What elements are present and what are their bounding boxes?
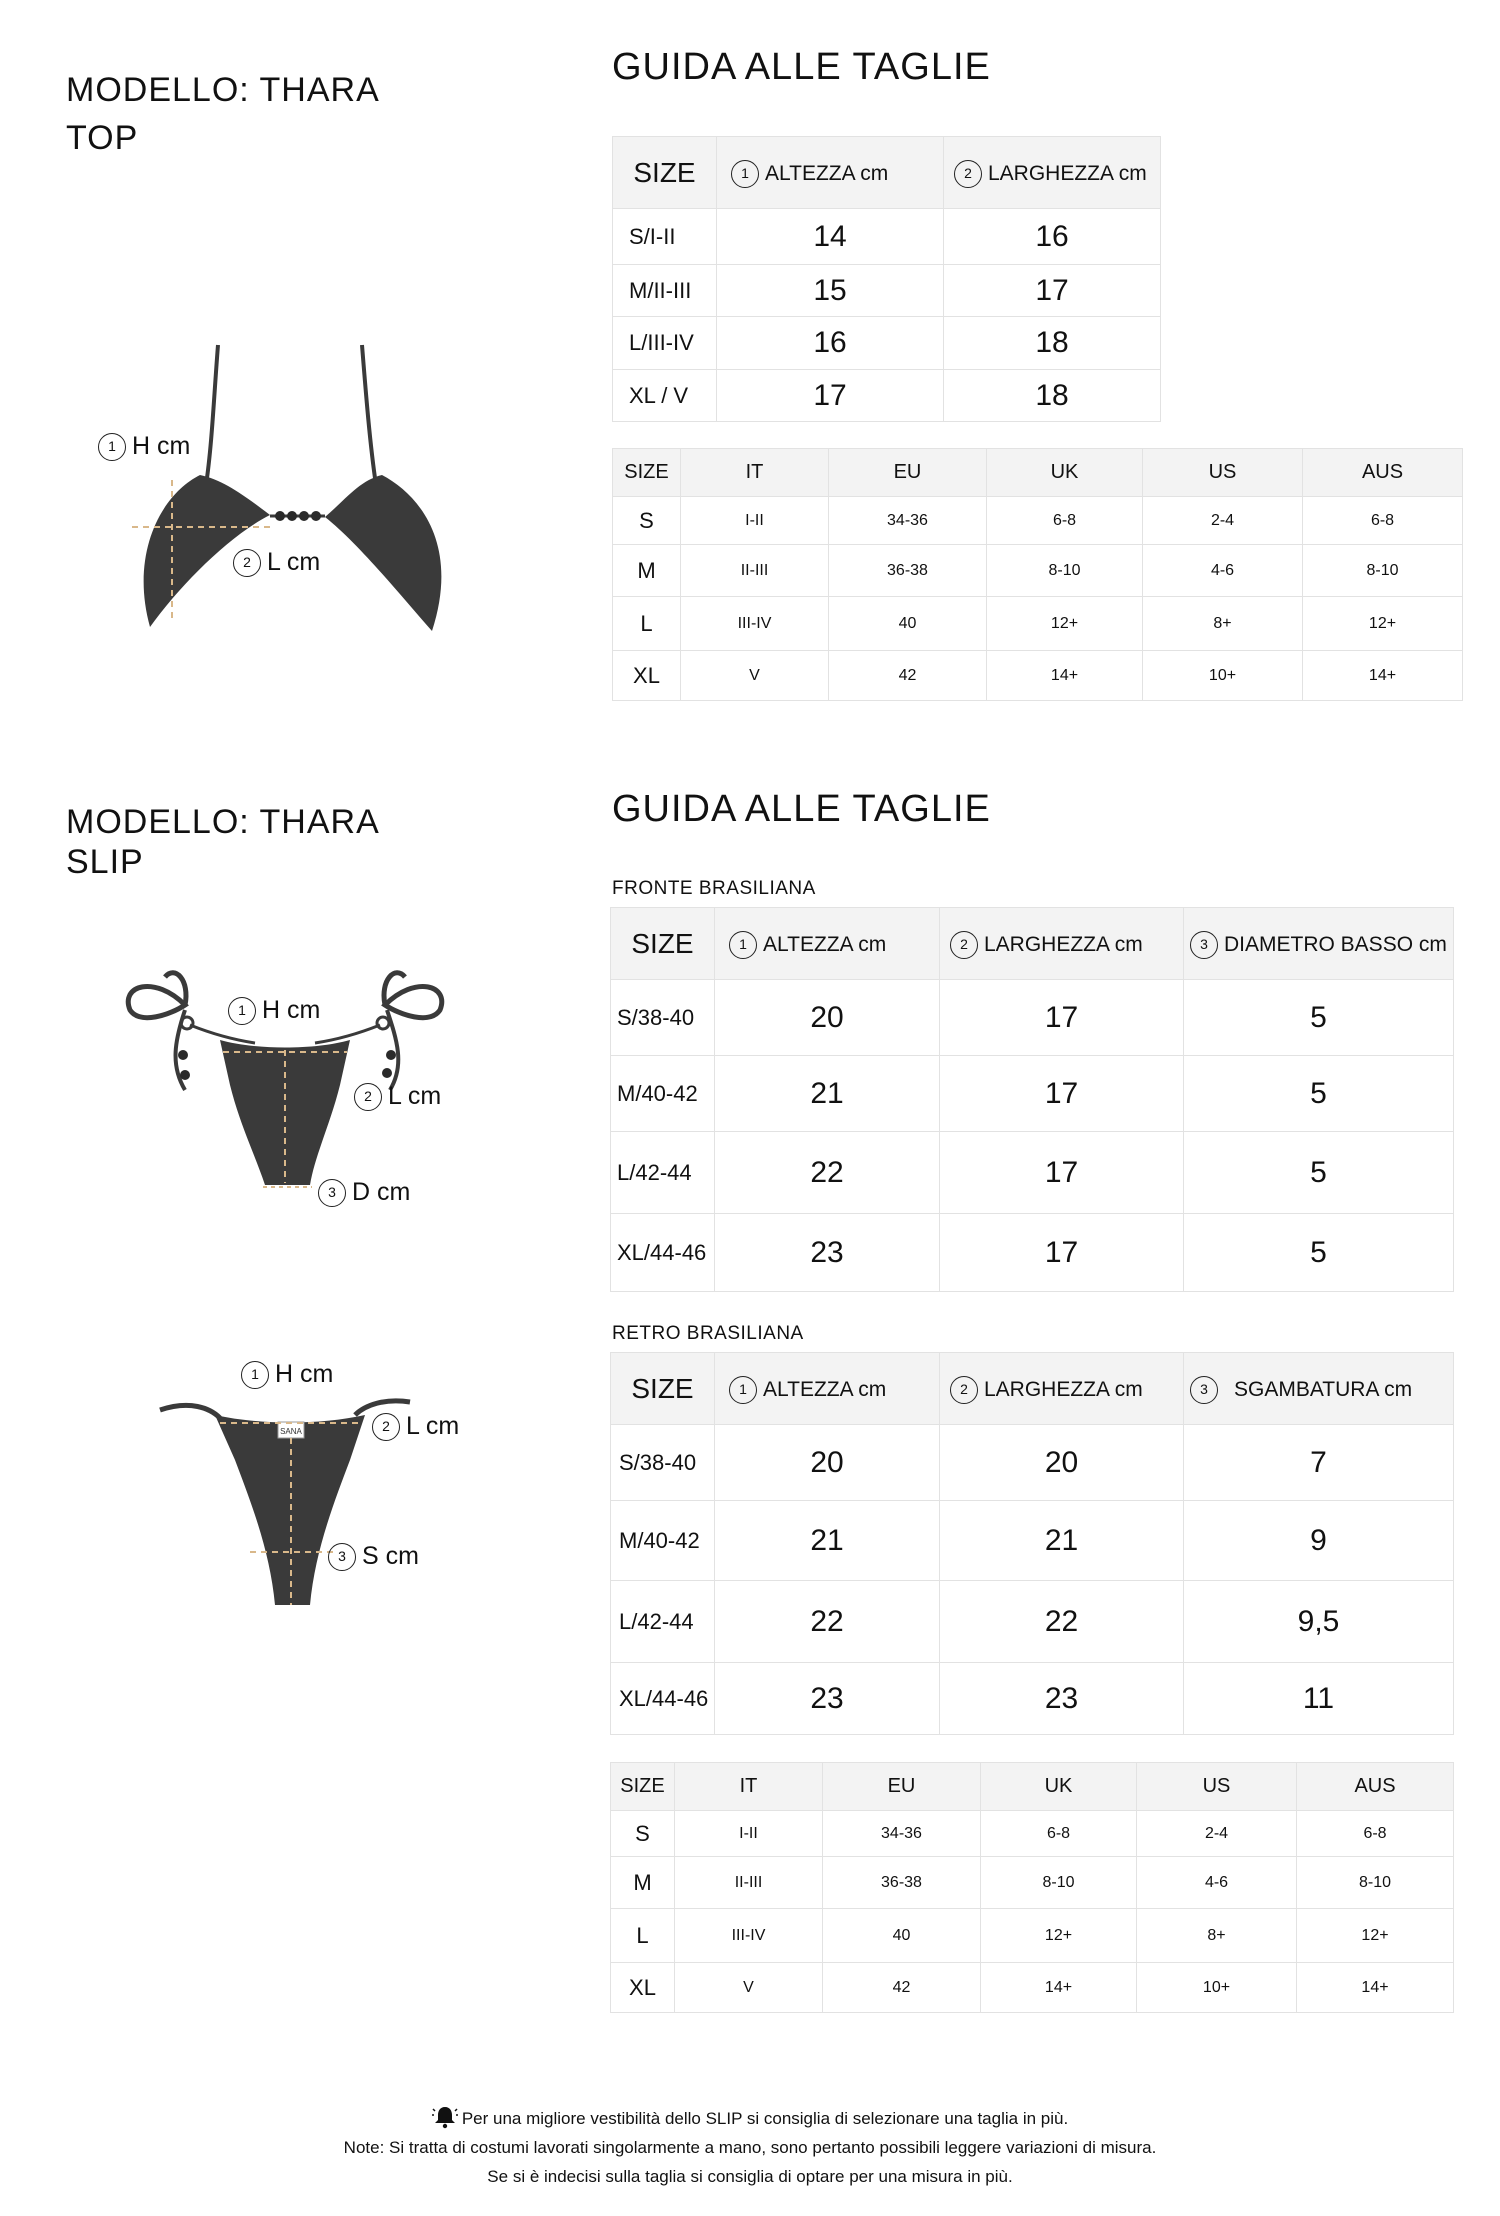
number-3-icon: 3 xyxy=(318,1179,346,1207)
top-label-height: 1 H cm xyxy=(98,432,190,461)
top-model-name: MODELLO: THARA xyxy=(66,71,380,109)
table-row: L/42-44 22 17 5 xyxy=(611,1132,1454,1214)
number-2-icon: 2 xyxy=(950,1376,978,1404)
slip-conversion-table xyxy=(610,1762,1454,2013)
table-row: L III-IV 40 12+ 8+ 12+ xyxy=(611,1909,1454,1963)
top-label-width: 2 L cm xyxy=(233,548,320,577)
top-bead xyxy=(287,511,297,521)
table-row: L/42-44 22 22 9,5 xyxy=(611,1581,1454,1663)
number-3-icon: 3 xyxy=(1190,1376,1218,1404)
table-row: S I-II 34-36 6-8 2-4 6-8 xyxy=(611,1811,1454,1857)
table-row: S I-II 34-36 6-8 2-4 6-8 xyxy=(613,497,1463,545)
top-bead xyxy=(311,511,321,521)
table-row: XL V 42 14+ 10+ 14+ xyxy=(611,1963,1454,2013)
top-strap-left xyxy=(206,345,218,485)
slip-front-label-diameter: 3 D cm xyxy=(318,1178,410,1207)
header-eu: EU xyxy=(823,1763,981,1811)
header-size: SIZE xyxy=(611,1353,715,1425)
note-line-2: Note: Si tratta di costumi lavorati singolarmente a mano, sono pertanto possibili leggere variazioni di misura. xyxy=(343,2138,1157,2157)
header-size: SIZE xyxy=(611,908,715,980)
top-cup-right xyxy=(325,475,441,631)
table-row: L/III-IV 16 18 xyxy=(613,317,1161,370)
number-3-icon: 3 xyxy=(328,1543,356,1571)
top-bead xyxy=(275,511,285,521)
number-1-icon: 1 xyxy=(241,1361,269,1389)
number-2-icon: 2 xyxy=(233,549,261,577)
header-us: US xyxy=(1137,1763,1297,1811)
table-row: XL/44-46 23 23 11 xyxy=(611,1663,1454,1735)
top-bead xyxy=(299,511,309,521)
header-width: 2 LARGHEZZA cm xyxy=(944,137,1161,209)
header-leg-cut: 3 SGAMBATURA cm xyxy=(1184,1353,1454,1425)
slip-front-table xyxy=(610,907,1454,1292)
header-diameter: 3 DIAMETRO BASSO cm xyxy=(1184,908,1454,980)
top-model-title xyxy=(66,66,380,162)
header-uk: UK xyxy=(987,449,1143,497)
header-width: 2 LARGHEZZA cm xyxy=(940,1353,1184,1425)
header-height: 1 ALTEZZA cm xyxy=(717,137,944,209)
top-strap-right xyxy=(362,345,376,485)
header-it: IT xyxy=(675,1763,823,1811)
top-measure-table xyxy=(612,136,1161,422)
slip-back-table xyxy=(610,1352,1454,1735)
top-model-type: TOP xyxy=(66,119,139,157)
number-1-icon: 1 xyxy=(729,931,757,959)
slip-back-label-leg: 3 S cm xyxy=(328,1542,419,1571)
header-aus: AUS xyxy=(1297,1763,1454,1811)
number-2-icon: 2 xyxy=(950,931,978,959)
number-2-icon: 2 xyxy=(354,1083,382,1111)
number-2-icon: 2 xyxy=(954,160,982,188)
table-row: M II-III 36-38 8-10 4-6 8-10 xyxy=(611,1857,1454,1909)
slip-model-type: SLIP xyxy=(66,843,144,881)
top-garment-diagram xyxy=(120,335,480,635)
number-1-icon: 1 xyxy=(729,1376,757,1404)
table-row: M II-III 36-38 8-10 4-6 8-10 xyxy=(613,545,1463,597)
header-us: US xyxy=(1143,449,1303,497)
slip-guide-title: GUIDA ALLE TAGLIE xyxy=(612,788,991,830)
brand-tag-text: SANA xyxy=(280,1427,302,1436)
header-uk: UK xyxy=(981,1763,1137,1811)
table-row: S/38-40 20 17 5 xyxy=(611,980,1454,1056)
header-size: SIZE xyxy=(613,449,681,497)
slip-model-name: MODELLO: THARA xyxy=(66,803,380,841)
header-size: SIZE xyxy=(611,1763,675,1811)
table-row: M/40-42 21 17 5 xyxy=(611,1056,1454,1132)
header-it: IT xyxy=(681,449,829,497)
header-width: 2 LARGHEZZA cm xyxy=(940,908,1184,980)
table-row: S/I-II 14 16 xyxy=(613,209,1161,265)
number-1-icon: 1 xyxy=(731,160,759,188)
table-row: M/40-42 21 21 9 xyxy=(611,1501,1454,1581)
table-row: L III-IV 40 12+ 8+ 12+ xyxy=(613,597,1463,651)
header-height: 1 ALTEZZA cm xyxy=(715,908,940,980)
number-1-icon: 1 xyxy=(98,433,126,461)
header-aus: AUS xyxy=(1303,449,1463,497)
slip-back-label-height: 1 H cm xyxy=(241,1360,333,1389)
note-line-3: Se si è indecisi sulla taglia si consiglia di optare per una misura in più. xyxy=(487,2167,1013,2186)
number-1-icon: 1 xyxy=(228,997,256,1025)
table-row: M/II-III 15 17 xyxy=(613,265,1161,317)
slip-back-label-width: 2 L cm xyxy=(372,1412,459,1441)
table-row: XL / V 17 18 xyxy=(613,370,1161,422)
table-row: XL/44-46 23 17 5 xyxy=(611,1214,1454,1292)
footer-notes xyxy=(0,2104,1500,2191)
slip-front-label-width: 2 L cm xyxy=(354,1082,441,1111)
table-row: XL V 42 14+ 10+ 14+ xyxy=(613,651,1463,701)
number-3-icon: 3 xyxy=(1190,931,1218,959)
number-2-icon: 2 xyxy=(372,1413,400,1441)
slip-model-title xyxy=(66,802,380,882)
note-line-1: Per una migliore vestibilità dello SLIP si consiglia di selezionare una taglia in più. xyxy=(0,2104,1500,2133)
table-row: S/38-40 20 20 7 xyxy=(611,1425,1454,1501)
back-subtitle: RETRO BRASILIANA xyxy=(612,1323,804,1344)
header-eu: EU xyxy=(829,449,987,497)
top-guide-title: GUIDA ALLE TAGLIE xyxy=(612,46,991,88)
bell-icon xyxy=(432,2105,458,2129)
front-subtitle: FRONTE BRASILIANA xyxy=(612,878,816,899)
header-size: SIZE xyxy=(613,137,717,209)
top-conversion-table xyxy=(612,448,1463,701)
slip-front-label-height: 1 H cm xyxy=(228,996,320,1025)
header-height: 1 ALTEZZA cm xyxy=(715,1353,940,1425)
